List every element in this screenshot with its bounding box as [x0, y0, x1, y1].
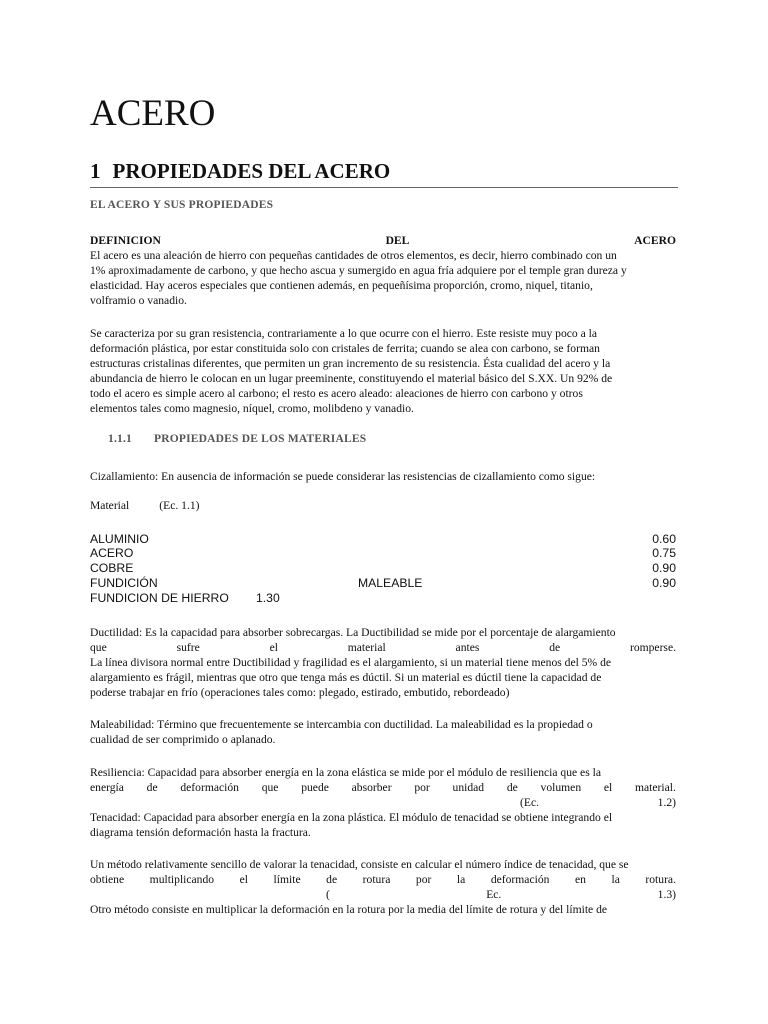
- word: de: [146, 781, 158, 794]
- equation-line: [90, 795, 676, 810]
- word: de: [326, 873, 338, 886]
- definition-word: DEL: [385, 234, 410, 247]
- equation-line: [90, 887, 676, 902]
- maleabilidad-paragraph: [90, 717, 676, 747]
- word: obtiene: [90, 873, 125, 886]
- material-name: COBRE: [90, 561, 134, 575]
- word: material: [347, 641, 386, 654]
- material-equation: (Ec. 1.1): [159, 499, 200, 512]
- word: que: [261, 781, 279, 794]
- section-number: 1: [90, 159, 101, 183]
- section-divider: [90, 187, 678, 188]
- equation-ref: (Ec.: [520, 796, 539, 809]
- paragraph-line: deformación plástica, por estar constituida solo con cristales de ferrita; cuando se alea con carbono, se forman: [90, 342, 600, 355]
- subsection-heading: [108, 433, 366, 445]
- paragraph-line: estructuras cristalinas diferentes, que permiten un gran incremento de su resistencia. Ésta cualidad del acero y la: [90, 357, 611, 370]
- justified-line: [90, 780, 676, 795]
- word: de: [549, 641, 561, 654]
- subsection-title: PROPIEDADES DE LOS MATERIALES: [154, 433, 367, 445]
- word: romperse.: [629, 641, 676, 654]
- material-value: 0.60: [652, 532, 676, 546]
- paragraph-line: elementos tales como magnesio, níquel, cromo, molibdeno y vanadio.: [90, 402, 414, 415]
- material-row: [90, 532, 676, 546]
- material-value: 0.90: [652, 561, 676, 575]
- paragraph-line: cualidad de ser comprimido o aplanado.: [90, 733, 276, 746]
- paragraph-line: Cizallamiento: En ausencia de información se puede considerar las resistencias de cizallamiento como sigue:: [90, 470, 596, 483]
- paragraph-line: Otro método consiste en multiplicar la deformación en la rotura por la media del límite de rotura y del límite de: [90, 903, 608, 916]
- material-name: ALUMINIO: [90, 532, 149, 546]
- definition-paragraph: [90, 233, 676, 308]
- section-heading: [90, 159, 390, 184]
- definition-word: DEFINICION: [90, 234, 161, 247]
- paragraph-line: Resiliencia: Capacidad para absorber energía en la zona elástica se mide por el módulo de resiliencia que es la: [90, 766, 601, 779]
- word: deformación: [180, 781, 239, 794]
- ductilidad-paragraph: [90, 625, 676, 700]
- word: multiplicando: [149, 873, 215, 886]
- definition-header: [90, 233, 676, 248]
- word: antes: [455, 641, 480, 654]
- paragraph-line: El acero es una aleación de hierro con pequeñas cantidades de otros elementos, es decir, hierro combinado con un: [90, 249, 617, 262]
- word: el: [269, 641, 278, 654]
- paragraph-line: elasticidad. Hay aceros especiales que contienen además, en pequeñísima proporción, cromo, niquel, titanio,: [90, 279, 593, 292]
- paragraph-line: volframio o vanadio.: [90, 294, 187, 307]
- material-name: ACERO: [90, 546, 134, 560]
- word: la: [456, 873, 466, 886]
- material-row: [90, 561, 676, 575]
- paragraph-line: 1% aproximadamente de carbono, y que hecho ascua y sumergido en agua fría adquiere por el temple gran dureza y: [90, 264, 627, 277]
- paragraph-line: abundancia de hierro le colocan en un lugar preeminente, constituyendo el material básico del S.XX. Un 92% de: [90, 372, 613, 385]
- paragraph-line: diagrama tensión deformación hasta la fractura.: [90, 826, 311, 839]
- material-header-line: [90, 498, 676, 513]
- equation-ref: (: [326, 888, 330, 901]
- word: unidad: [452, 781, 485, 794]
- word: rotura.: [645, 873, 676, 886]
- cizallamiento-line: [90, 469, 676, 484]
- word: límite: [273, 873, 301, 886]
- word: el: [603, 781, 613, 794]
- justified-line: [90, 640, 676, 655]
- paragraph-line: Ductilidad: Es la capacidad para absorber sobrecargas. La Ductibilidad se mide por el porcentaje de alargamiento: [90, 626, 616, 639]
- material-value: 0.90: [652, 576, 676, 590]
- material-label: Material: [90, 499, 130, 512]
- material-row: [90, 576, 676, 590]
- subheading: EL ACERO Y SUS PROPIEDADES: [90, 199, 274, 211]
- section-title: PROPIEDADES DEL ACERO: [112, 159, 391, 183]
- justified-line: [90, 872, 676, 887]
- equation-ref: Ec.: [486, 888, 502, 901]
- word: sufre: [176, 641, 200, 654]
- material-name: FUNDICIÓN: [90, 576, 158, 590]
- paragraph-line: poderse trabajar en frío (operaciones tales como: plegado, estirado, embutido, rebordeado): [90, 686, 510, 699]
- characteristics-paragraph: [90, 326, 676, 416]
- word: en: [574, 873, 586, 886]
- equation-ref: 1.2): [657, 796, 676, 809]
- word: absorber: [351, 781, 392, 794]
- material-row: [90, 591, 676, 605]
- equation-ref: 1.3): [657, 888, 676, 901]
- paragraph-line: todo el acero es simple acero al carbono; el resto es acero aleado: aleaciones de hierro con carbono y otros: [90, 387, 583, 400]
- paragraph-line: Se caracteriza por su gran resistencia, contrariamente a lo que ocurre con el hierro. Este resiste muy poco a la: [90, 327, 598, 340]
- material-value: 0.75: [652, 546, 676, 560]
- document-title: ACERO: [90, 93, 216, 134]
- metodo-paragraph: [90, 857, 676, 917]
- material-middle: 1.30: [256, 591, 280, 605]
- paragraph-line: Tenacidad: Capacidad para absorber energía en la zona plástica. El módulo de tenacidad se obtiene integrando el: [90, 811, 613, 824]
- material-name: FUNDICION DE HIERRO: [90, 591, 229, 605]
- word: volumen: [540, 781, 582, 794]
- resiliencia-paragraph: [90, 765, 676, 840]
- word: deformación: [490, 873, 550, 886]
- word: energía: [90, 781, 124, 794]
- word: por: [414, 781, 430, 794]
- word: puede: [301, 781, 329, 794]
- word: de: [506, 781, 518, 794]
- definition-word: ACERO: [634, 234, 676, 247]
- word: rotura: [362, 873, 391, 886]
- paragraph-line: Maleabilidad: Término que frecuentemente se intercambia con ductilidad. La maleabilidad es la propiedad o: [90, 718, 593, 731]
- paragraph-line: La línea divisora normal entre Ductibilidad y fragilidad es el alargamiento, si un material tiene menos del 5% de: [90, 656, 612, 669]
- word: material.: [635, 781, 676, 794]
- paragraph-line: Un método relativamente sencillo de valorar la tenacidad, consiste en calcular el número índice de tenacidad, que se: [90, 858, 629, 871]
- material-row: [90, 546, 676, 560]
- word: que: [90, 641, 107, 654]
- material-middle: MALEABLE: [358, 576, 423, 590]
- word: el: [239, 873, 248, 886]
- word: la: [611, 873, 620, 886]
- word: por: [415, 873, 432, 886]
- subsection-number: 1.1.1: [108, 433, 132, 445]
- paragraph-line: alargamiento es frágil, mientras que otro que tenga más es dúctil. Si un material es dúctil tiene la capacidad de: [90, 671, 602, 684]
- material-header: [90, 498, 676, 513]
